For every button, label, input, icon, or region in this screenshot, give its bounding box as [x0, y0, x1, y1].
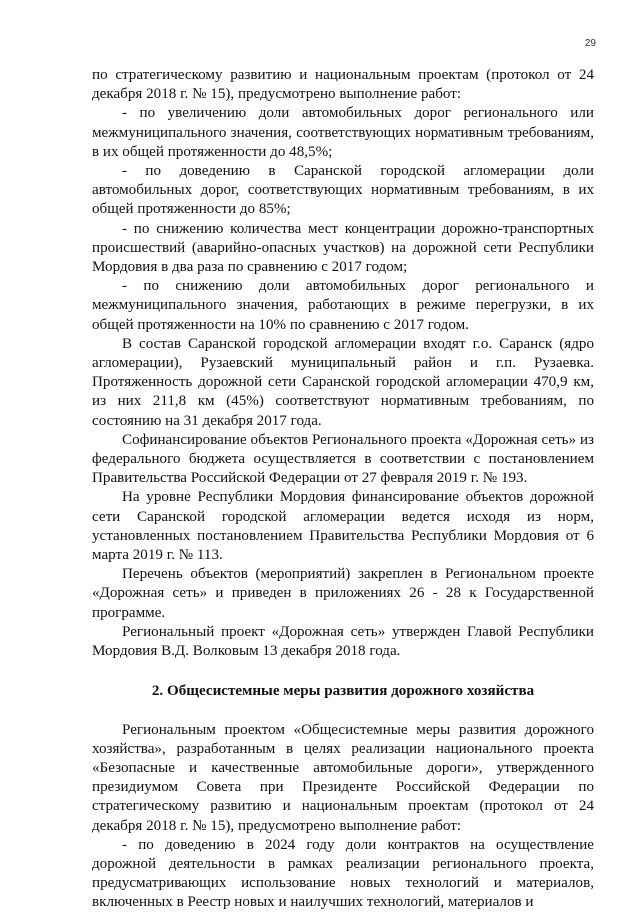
- paragraph-list-item: - по доведению в 2024 году доли контрактов на осуществление дорожной деятельности в рамках реализации регионального проекта, предусматривающих использование новых технологий и материалов, включенных в Реестр новых и наилучших технологий, материалов и: [92, 836, 594, 911]
- page-number: 29: [584, 38, 596, 49]
- paragraph: На уровне Республики Мордовия финансирование объектов дорожной сети Саранской городской агломерации ведется исходя из норм, установленных постановлением Правительства Республики Мордовия от 6 марта 2019 г. № 113.: [92, 489, 594, 564]
- section-heading: 2. Общесистемные меры развития дорожного хозяйства: [151, 683, 535, 700]
- paragraph: В состав Саранской городской агломерации входят г.о. Саранск (ядро агломерации), Рузаевский муниципальный район и г.п. Рузаевка. Протяженность дорожной сети Саранской городской агломерации 470,9 км, из них 211,8 км (45%) соответствуют нормативным требованиям, по состоянию на 31 декабря 2017 года.: [92, 335, 594, 429]
- paragraph-list-item: - по доведению в Саранской городской агломерации доли автомобильных дорог, соответствующих нормативным требованиям, в их общей протяженности до 85%;: [92, 163, 594, 218]
- paragraph-list-item: - по снижению доли автомобильных дорог регионального и межмуниципального значения, работающих в режиме перегрузки, в их общей протяженности на 10% по сравнению с 2017 годом.: [92, 278, 594, 333]
- paragraph: Региональным проектом «Общесистемные меры развития дорожного хозяйства», разработанным в целях реализации национального проекта «Безопасные и качественные автомобильные дороги», утвержденного президиумом Совета при Президенте Российской Федерации по стратегическому развитию и национальным проектам (протокол от 24 декабря 2018 г. № 15), предусмотрено выполнение работ:: [92, 721, 594, 834]
- paragraph-list-item: - по увеличению доли автомобильных дорог регионального или межмуниципального значения, соответствующих нормативным требованиям, в их общей протяженности до 48,5%;: [92, 105, 594, 160]
- paragraph: Перечень объектов (мероприятий) закреплен в Региональном проекте «Дорожная сеть» и приведен в приложениях 26 - 28 к Государственной программе.: [92, 566, 594, 621]
- document-body: [92, 66, 594, 913]
- paragraph-continuation: по стратегическому развитию и национальным проектам (протокол от 24 декабря 2018 г. № 15), предусмотрено выполнение работ:: [92, 67, 594, 103]
- paragraph: Региональный проект «Дорожная сеть» утвержден Главой Республики Мордовия В.Д. Волковым 13 декабря 2018 года.: [92, 623, 594, 660]
- paragraph-list-item: - по снижению количества мест концентрации дорожно-транспортных происшествий (аварийно-опасных участков) на дорожной сети Республики Мордовия в два раза по сравнению с 2017 годом;: [92, 220, 594, 276]
- paragraph: Софинансирование объектов Регионального проекта «Дорожная сеть» из федерального бюджета осуществляется в соответствии с постановлением Правительства Российской Федерации от 27 февраля 2019 г. № 193.: [92, 431, 594, 487]
